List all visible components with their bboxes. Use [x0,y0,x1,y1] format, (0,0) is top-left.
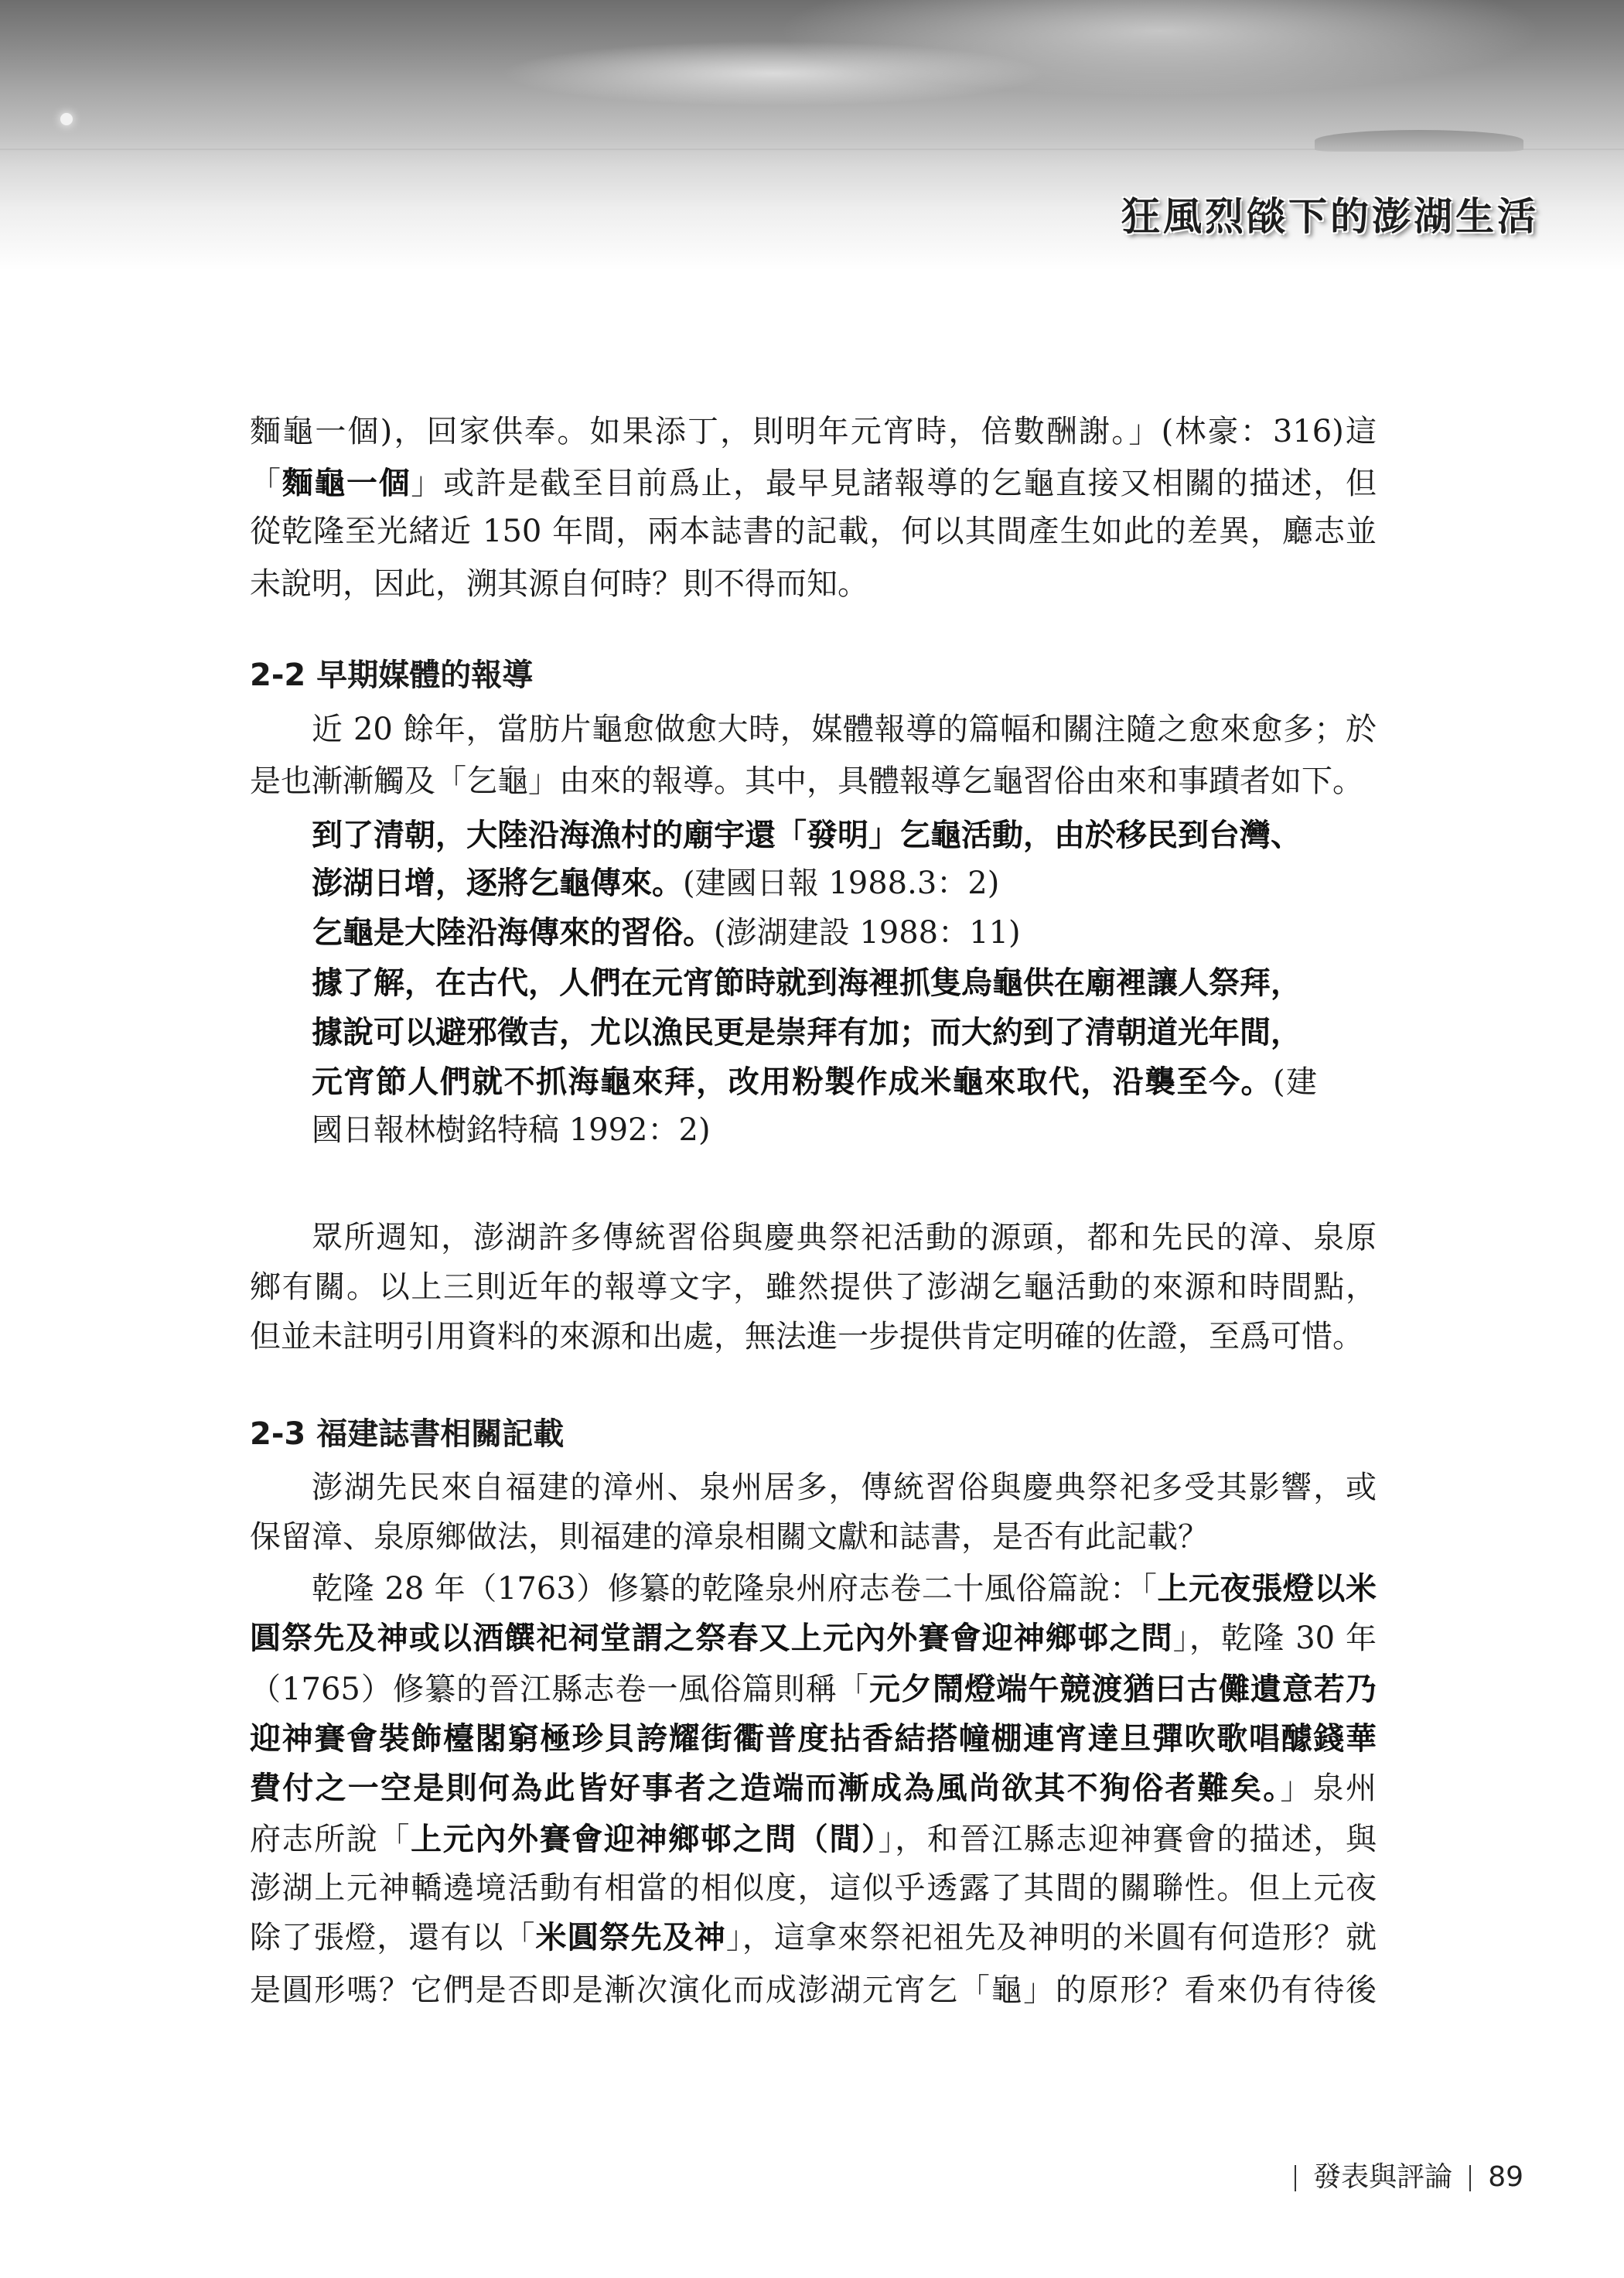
quote-line [312,1063,1317,1101]
text-line [250,412,1377,451]
text-segment: 保留漳、泉原鄉做法，則福建的漳泉相關文獻和誌書，是否有此記載？ [250,1519,1209,1555]
sun-glow [60,113,73,125]
text-segment: 」，這拿來祭祀祖先及神明的米圓有何造形？就 [725,1920,1377,1955]
text-segment: 2-3 福建誌書相關記載 [250,1416,565,1452]
quoted-text: 上元夜張燈以米 [1157,1571,1377,1607]
divider [1469,2165,1471,2191]
text-segment: (建 [1272,1064,1318,1100]
text-segment: 澎湖上元神轎遶境活動有相當的相似度，這似乎透露了其間的關聯性。但上元夜 [250,1870,1377,1906]
section-heading [250,1415,1377,1453]
text-line [312,1569,1377,1608]
quoted-text: 到了清朝，大陸沿海漁村的廟宇還「發明」乞龜活動，由於移民到台灣、 [312,818,1302,853]
text-segment: 未說明，因此，溯其源自何時？則不得而知。 [250,566,868,602]
text-segment: 鄉有關。以上三則近年的報導文字，雖然提供了澎湖乞龜活動的來源和時間點， [250,1269,1377,1305]
quote-line [312,864,1317,903]
text-line [312,1468,1377,1507]
quote-line [312,964,1317,1002]
text-line [250,762,1377,801]
text-line [250,512,1377,551]
text-segment: 從乾隆至光緒近 150 年間，兩本誌書的記載，何以其間產生如此的差異，廳志並 [250,514,1377,549]
text-segment: （1765）修纂的晉江縣志卷一風俗篇則稱「 [250,1672,869,1707]
text-line [250,1619,1377,1658]
text-segment: 是圓形嗎？它們是否即是漸次演化而成澎湖元宵乞「龜」的原形？看來仍有待後 [250,1972,1377,2008]
quoted-text: 據了解，在古代，人們在元宵節時就到海裡抓隻烏龜供在廟裡讓人祭拜， [312,965,1302,1001]
quote-line [312,914,1317,952]
text-segment: 麵龜一個)，回家供奉。如果添丁，則明年元宵時，倍數酬謝。」(林豪：316)這 [250,414,1377,449]
quoted-text: 圓祭先及神或以酒饌祀祠堂謂之祭春又上元內外賽會迎神鄉邨之問 [250,1621,1173,1656]
text-segment: 除了張燈，還有以「 [250,1920,536,1955]
quoted-text: 元宵節人們就不抓海龜來拜，改用粉製作成米龜來取代，沿襲至今。 [312,1064,1273,1100]
text-segment: 國日報林樹銘特稿 1992：2) [312,1112,711,1148]
text-line [250,565,1377,603]
text-line [312,1218,1377,1257]
text-segment: 」泉州 [1280,1771,1377,1806]
page-number: 89 [1488,2161,1523,2193]
text-segment: 2-2 早期媒體的報導 [250,657,534,693]
header-banner-photo [0,0,1624,278]
text-segment: 」，和晉江縣志迎神賽會的描述，與 [878,1822,1377,1857]
section-name: 發表與評論 [1313,2161,1453,2193]
text-line [250,1971,1377,2010]
section-heading [250,656,1377,695]
quoted-text: 乞龜是大陸沿海傳來的習俗。 [312,915,714,951]
text-line [250,1820,1377,1859]
quoted-text: 上元內外賽會迎神鄉邨之問（間） [411,1822,879,1857]
book-title: 狂風烈燄下的澎湖生活 [1121,194,1539,239]
text-segment: 是也漸漸觸及「乞龜」由來的報導。其中，具體報導乞龜習俗由來和事蹟者如下。 [250,763,1363,799]
text-segment: 乾隆 28 年（1763）修纂的乾隆泉州府志卷二十風俗篇說：「 [312,1571,1158,1607]
divider [1295,2165,1296,2191]
page-footer [1278,2155,1523,2194]
island-silhouette [1315,130,1523,152]
quoted-text: 費付之一空是則何為此皆好事者之造端而漸成為風尚欲其不狥俗者難矣。 [250,1771,1281,1806]
text-line [250,1720,1377,1758]
quote-line [312,1013,1317,1052]
text-line [250,1670,1377,1709]
quoted-text: 澎湖日增，逐將乞龜傳來。 [312,866,683,901]
text-line [250,1869,1377,1907]
text-segment: 」，乾隆 30 年 [1172,1621,1377,1656]
text-line [250,1518,1377,1556]
quoted-text: 迎神賽會裝飾檯閣窮極珍貝誇耀街衢普度拈香結搭幢棚連宵達旦彈吹歌唱醵錢華 [250,1721,1377,1757]
text-segment: 「 [250,466,282,501]
text-segment: 府志所說「 [250,1822,411,1857]
quote-line [312,1111,1317,1149]
text-line [250,1769,1377,1808]
quoted-text: 麵龜一個 [281,466,411,501]
quoted-text: 米圓祭先及神 [535,1920,726,1955]
text-segment: (澎湖建設 1988：11) [714,915,1021,951]
text-segment: 但並未註明引用資料的來源和出處，無法進一步提供肯定明確的佐證，至爲可惜。 [250,1319,1363,1354]
text-line [312,710,1377,749]
text-line [250,1317,1377,1356]
text-line [250,464,1377,503]
quoted-text: 據說可以避邪徵吉，尤以漁民更是崇拜有加；而大約到了清朝道光年間， [312,1015,1302,1050]
quoted-text: 元夕鬧燈端午競渡猶曰古儺遺意若乃 [869,1672,1377,1707]
text-segment: 眾所週知，澎湖許多傳統習俗與慶典祭祀活動的源頭，都和先民的漳、泉原 [312,1220,1377,1255]
text-line [250,1918,1377,1957]
text-segment: 澎湖先民來自福建的漳州、泉州居多，傳統習俗與慶典祭祀多受其影響，或 [312,1470,1377,1505]
text-segment: 近 20 餘年，當肪片龜愈做愈大時，媒體報導的篇幅和關注隨之愈來愈多；於 [312,712,1377,747]
text-segment: (建國日報 1988.3：2) [683,866,1000,901]
quote-line [312,816,1317,855]
text-line [250,1268,1377,1306]
text-segment: 」或許是截至目前爲止，最早見諸報導的乞龜直接又相關的描述，但 [411,466,1377,501]
